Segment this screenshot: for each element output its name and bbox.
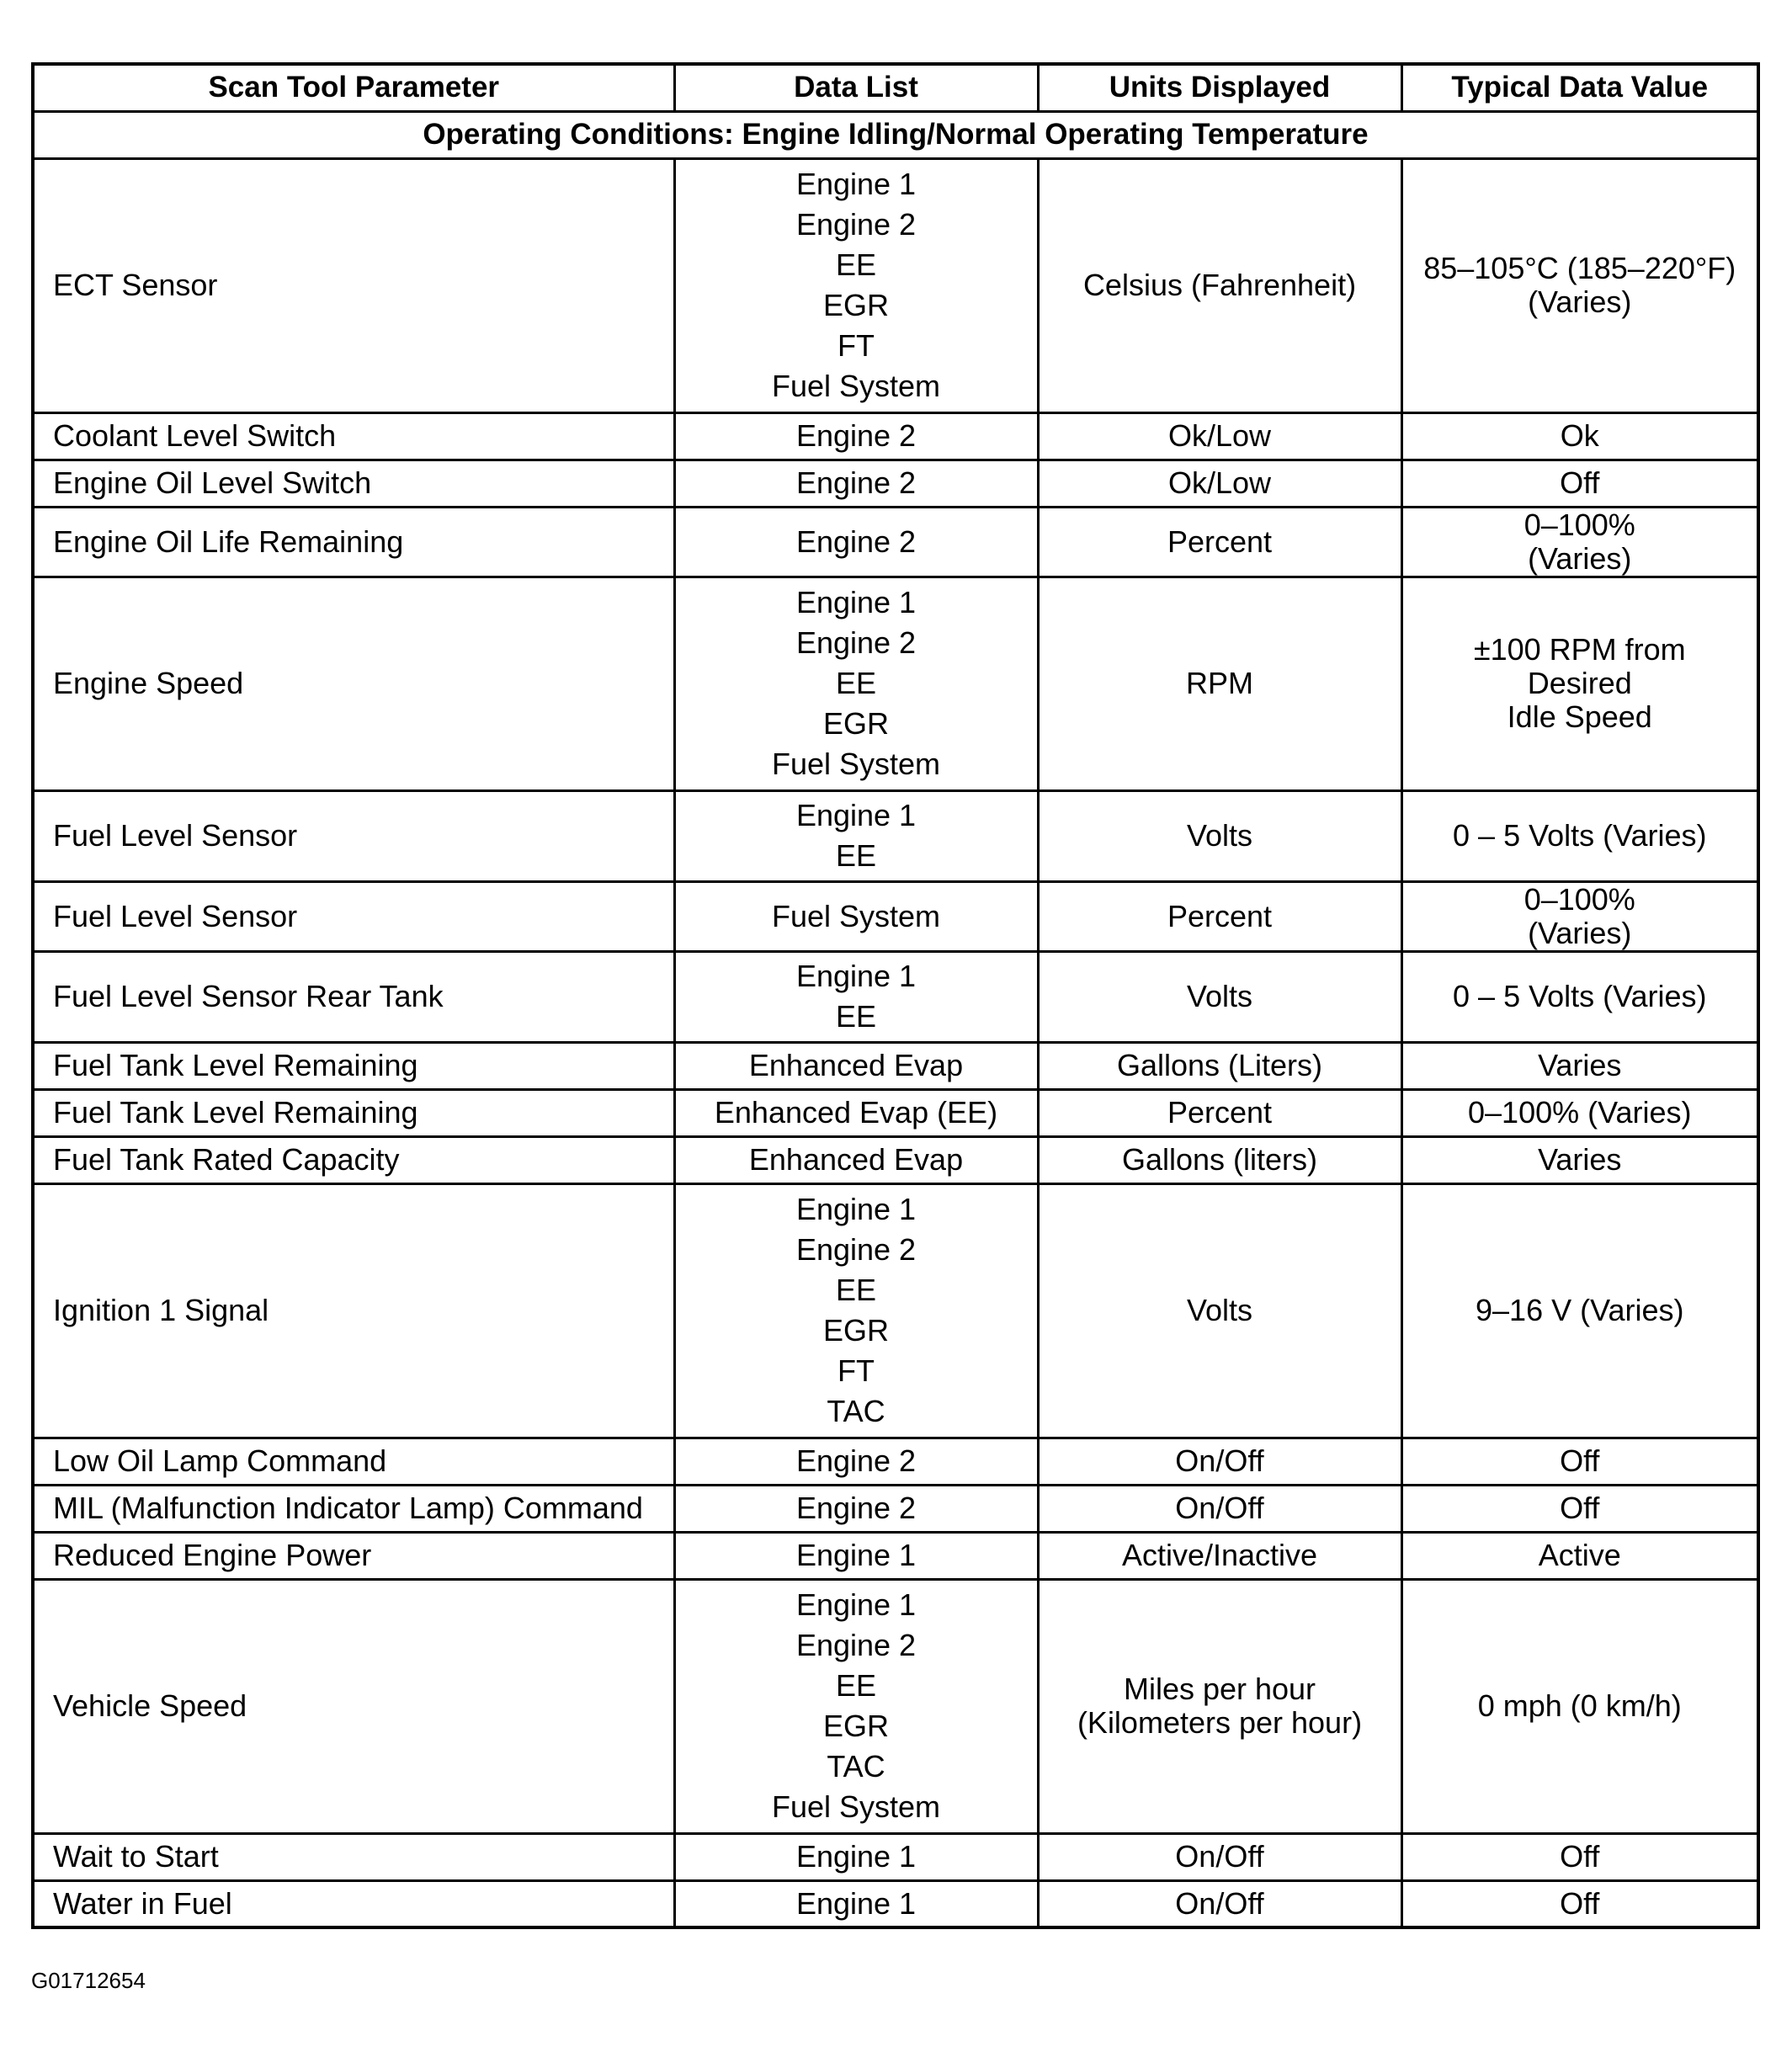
cell-data-list-line: Engine 2 bbox=[795, 524, 917, 559]
cell-parameter: MIL (Malfunction Indicator Lamp) Command bbox=[33, 1485, 674, 1532]
cell-typical-value-line: 0 – 5 Volts (Varies) bbox=[1453, 979, 1707, 1013]
table-row bbox=[33, 881, 1758, 951]
cell-data-list-line: EE bbox=[835, 666, 877, 700]
cell-units bbox=[1038, 790, 1401, 881]
cell-typical-value bbox=[1401, 1532, 1758, 1579]
cell-typical-value-line: 85–105°C (185–220°F) bbox=[1423, 251, 1736, 285]
cell-units-line: Volts bbox=[1186, 818, 1253, 853]
cell-parameter: Fuel Level Sensor bbox=[33, 881, 674, 951]
cell-data-list-line: EE bbox=[835, 1668, 877, 1703]
cell-data-list-line: Engine 2 bbox=[795, 1232, 917, 1267]
table-row bbox=[33, 507, 1758, 577]
cell-typical-value bbox=[1401, 158, 1758, 412]
cell-data-list bbox=[674, 1485, 1038, 1532]
cell-typical-value-line: Varies bbox=[1538, 1048, 1622, 1082]
cell-units-line: On/Off bbox=[1175, 1839, 1264, 1874]
cell-typical-value-line: 0–100% bbox=[1523, 881, 1635, 917]
cell-units bbox=[1038, 1833, 1401, 1880]
cell-units-line: Celsius (Fahrenheit) bbox=[1082, 268, 1357, 302]
table-row bbox=[33, 1579, 1758, 1833]
cell-typical-value-line: Off bbox=[1560, 1885, 1600, 1921]
cell-parameter: Wait to Start bbox=[33, 1833, 674, 1880]
cell-data-list bbox=[674, 1532, 1038, 1579]
cell-data-list-line: Engine 2 bbox=[795, 1443, 917, 1478]
header-units-displayed: Units Displayed bbox=[1038, 64, 1401, 111]
cell-data-list bbox=[674, 158, 1038, 412]
cell-data-list-line: Engine 1 bbox=[795, 585, 917, 619]
cell-typical-value-line: Off bbox=[1560, 1491, 1600, 1525]
cell-data-list-line: TAC bbox=[827, 1394, 885, 1428]
cell-typical-value-line: 0 – 5 Volts (Varies) bbox=[1453, 818, 1707, 853]
cell-typical-value-line: 0 mph (0 km/h) bbox=[1477, 1688, 1682, 1723]
cell-data-list bbox=[674, 1438, 1038, 1485]
cell-typical-value bbox=[1401, 1579, 1758, 1833]
cell-data-list-line: Engine 2 bbox=[795, 1628, 917, 1662]
table-row bbox=[33, 790, 1758, 881]
cell-data-list-line: Engine 2 bbox=[795, 418, 917, 453]
cell-units bbox=[1038, 1183, 1401, 1438]
cell-units-line: Percent bbox=[1167, 1095, 1273, 1130]
cell-parameter: Fuel Tank Level Remaining bbox=[33, 1042, 674, 1089]
cell-units bbox=[1038, 158, 1401, 412]
table-row bbox=[33, 1136, 1758, 1183]
cell-typical-value bbox=[1401, 881, 1758, 951]
cell-data-list-line: EE bbox=[835, 247, 877, 282]
cell-units bbox=[1038, 577, 1401, 790]
cell-units-line: Gallons (liters) bbox=[1121, 1142, 1318, 1177]
cell-units bbox=[1038, 1089, 1401, 1136]
cell-typical-value-line: (Varies) bbox=[1528, 284, 1632, 319]
cell-data-list-line: Engine 2 bbox=[795, 207, 917, 242]
cell-units-line: Ok/Low bbox=[1167, 465, 1272, 500]
cell-parameter: Water in Fuel bbox=[33, 1880, 674, 1927]
cell-typical-value-line: ±100 RPM from Desired bbox=[1473, 632, 1686, 700]
section-title: Operating Conditions: Engine Idling/Normal Operating Temperature bbox=[33, 111, 1758, 158]
cell-units-line: Percent bbox=[1167, 898, 1273, 933]
cell-data-list bbox=[674, 881, 1038, 951]
cell-typical-value bbox=[1401, 412, 1758, 460]
cell-data-list-line: FT bbox=[838, 1353, 875, 1388]
cell-units bbox=[1038, 951, 1401, 1042]
cell-typical-value bbox=[1401, 1485, 1758, 1532]
cell-parameter: Fuel Level Sensor Rear Tank bbox=[33, 951, 674, 1042]
cell-typical-value bbox=[1401, 1136, 1758, 1183]
cell-parameter: Low Oil Lamp Command bbox=[33, 1438, 674, 1485]
cell-data-list-line: Enhanced Evap (EE) bbox=[714, 1095, 998, 1130]
cell-data-list-line: Enhanced Evap bbox=[748, 1142, 964, 1177]
cell-data-list-line: Fuel System bbox=[771, 1789, 941, 1824]
header-scan-tool-parameter: Scan Tool Parameter bbox=[33, 64, 674, 111]
cell-units-line: Ok/Low bbox=[1167, 418, 1272, 453]
table-row bbox=[33, 1183, 1758, 1438]
cell-data-list-line: Engine 1 bbox=[795, 959, 917, 993]
table-row bbox=[33, 1438, 1758, 1485]
cell-typical-value-line: 0–100% bbox=[1523, 507, 1635, 542]
cell-data-list bbox=[674, 1089, 1038, 1136]
table-row bbox=[33, 1532, 1758, 1579]
cell-data-list-line: EE bbox=[835, 1273, 877, 1307]
cell-data-list-line: FT bbox=[838, 328, 875, 363]
cell-units bbox=[1038, 1136, 1401, 1183]
cell-data-list bbox=[674, 1183, 1038, 1438]
cell-typical-value bbox=[1401, 1833, 1758, 1880]
cell-typical-value bbox=[1401, 1183, 1758, 1438]
cell-parameter: ECT Sensor bbox=[33, 158, 674, 412]
cell-data-list-line: Engine 1 bbox=[795, 1538, 917, 1572]
table-row bbox=[33, 1089, 1758, 1136]
cell-typical-value bbox=[1401, 951, 1758, 1042]
cell-units-line: On/Off bbox=[1175, 1885, 1264, 1921]
table-header-row bbox=[33, 64, 1758, 111]
table-row bbox=[33, 1833, 1758, 1880]
cell-data-list bbox=[674, 790, 1038, 881]
cell-data-list bbox=[674, 507, 1038, 577]
table-row bbox=[33, 1880, 1758, 1927]
table-row bbox=[33, 1042, 1758, 1089]
figure-id: G01712654 bbox=[31, 1968, 146, 1993]
cell-typical-value bbox=[1401, 1880, 1758, 1927]
cell-parameter: Fuel Tank Level Remaining bbox=[33, 1089, 674, 1136]
table-row bbox=[33, 1485, 1758, 1532]
cell-units bbox=[1038, 507, 1401, 577]
cell-data-list-line: EGR bbox=[822, 706, 889, 741]
header-typical-data-value: Typical Data Value bbox=[1401, 64, 1758, 111]
cell-data-list bbox=[674, 1579, 1038, 1833]
table-row bbox=[33, 412, 1758, 460]
cell-data-list-line: Engine 1 bbox=[795, 798, 917, 832]
cell-units bbox=[1038, 1880, 1401, 1927]
cell-typical-value bbox=[1401, 507, 1758, 577]
cell-data-list-line: Engine 1 bbox=[795, 1839, 917, 1874]
cell-data-list-line: Enhanced Evap bbox=[748, 1048, 964, 1082]
cell-typical-value-line: Off bbox=[1560, 1839, 1600, 1874]
cell-data-list bbox=[674, 1136, 1038, 1183]
cell-typical-value bbox=[1401, 577, 1758, 790]
section-row bbox=[33, 111, 1758, 158]
cell-typical-value-line: Off bbox=[1560, 1443, 1600, 1478]
cell-data-list-line: EGR bbox=[822, 1709, 889, 1743]
cell-data-list-line: Fuel System bbox=[771, 747, 941, 781]
cell-typical-value-line: Varies bbox=[1538, 1142, 1622, 1177]
cell-data-list-line: Engine 2 bbox=[795, 1491, 917, 1525]
cell-data-list-line: EGR bbox=[822, 288, 889, 322]
cell-data-list-line: Engine 1 bbox=[795, 1192, 917, 1226]
cell-data-list bbox=[674, 1880, 1038, 1927]
cell-units-line: RPM bbox=[1186, 666, 1253, 700]
table-row bbox=[33, 158, 1758, 412]
cell-parameter: Engine Oil Life Remaining bbox=[33, 507, 674, 577]
cell-units bbox=[1038, 1485, 1401, 1532]
table-row bbox=[33, 577, 1758, 790]
cell-data-list-line: Engine 1 bbox=[795, 1885, 917, 1921]
cell-typical-value-line: Active bbox=[1538, 1538, 1621, 1572]
cell-parameter: Reduced Engine Power bbox=[33, 1532, 674, 1579]
cell-parameter: Ignition 1 Signal bbox=[33, 1183, 674, 1438]
table-row bbox=[33, 951, 1758, 1042]
cell-typical-value-line: 9–16 V (Varies) bbox=[1476, 1293, 1684, 1327]
cell-parameter: Fuel Tank Rated Capacity bbox=[33, 1136, 674, 1183]
cell-data-list-line: EE bbox=[835, 999, 877, 1034]
cell-typical-value bbox=[1401, 1089, 1758, 1136]
cell-data-list-line: Fuel System bbox=[771, 898, 941, 933]
cell-units bbox=[1038, 460, 1401, 507]
cell-units bbox=[1038, 1042, 1401, 1089]
cell-parameter: Fuel Level Sensor bbox=[33, 790, 674, 881]
cell-units-line: On/Off bbox=[1175, 1491, 1264, 1525]
cell-units-line: Volts bbox=[1186, 1293, 1253, 1327]
cell-typical-value-line: Idle Speed bbox=[1507, 699, 1652, 734]
cell-data-list bbox=[674, 412, 1038, 460]
scan-tool-data-sheet bbox=[31, 62, 1757, 1929]
table-row bbox=[33, 460, 1758, 507]
cell-parameter: Engine Speed bbox=[33, 577, 674, 790]
cell-data-list-line: Engine 1 bbox=[795, 167, 917, 201]
cell-typical-value-line: Off bbox=[1560, 465, 1600, 500]
cell-typical-value bbox=[1401, 1438, 1758, 1485]
header-data-list: Data List bbox=[674, 64, 1038, 111]
cell-typical-value bbox=[1401, 790, 1758, 881]
cell-data-list-line: Engine 2 bbox=[795, 465, 917, 500]
cell-data-list-line: EE bbox=[835, 838, 877, 873]
cell-parameter: Engine Oil Level Switch bbox=[33, 460, 674, 507]
cell-parameter: Coolant Level Switch bbox=[33, 412, 674, 460]
cell-units-line: Volts bbox=[1186, 979, 1253, 1013]
cell-units bbox=[1038, 1532, 1401, 1579]
cell-units-line: Active/Inactive bbox=[1121, 1538, 1318, 1572]
cell-typical-value bbox=[1401, 1042, 1758, 1089]
cell-units-line: Miles per hour bbox=[1123, 1672, 1316, 1706]
cell-units bbox=[1038, 881, 1401, 951]
cell-data-list-line: Engine 2 bbox=[795, 625, 917, 660]
cell-units-line: On/Off bbox=[1175, 1443, 1264, 1478]
cell-data-list bbox=[674, 1833, 1038, 1880]
cell-units bbox=[1038, 412, 1401, 460]
cell-data-list bbox=[674, 577, 1038, 790]
cell-typical-value-line: 0–100% (Varies) bbox=[1468, 1095, 1692, 1130]
cell-data-list bbox=[674, 951, 1038, 1042]
cell-typical-value-line: Ok bbox=[1560, 418, 1599, 453]
cell-units-line: Gallons (Liters) bbox=[1116, 1048, 1323, 1082]
cell-data-list-line: TAC bbox=[827, 1749, 885, 1784]
cell-units-line: (Kilometers per hour) bbox=[1077, 1705, 1363, 1740]
cell-data-list-line: Fuel System bbox=[771, 369, 941, 403]
scan-tool-data-table bbox=[31, 62, 1760, 1929]
cell-data-list bbox=[674, 460, 1038, 507]
cell-units-line: Percent bbox=[1167, 524, 1273, 559]
cell-units bbox=[1038, 1438, 1401, 1485]
cell-units bbox=[1038, 1579, 1401, 1833]
cell-typical-value bbox=[1401, 460, 1758, 507]
cell-data-list-line: EGR bbox=[822, 1313, 889, 1348]
cell-data-list-line: Engine 1 bbox=[795, 1587, 917, 1622]
cell-data-list bbox=[674, 1042, 1038, 1089]
table-body bbox=[33, 158, 1758, 1927]
cell-typical-value-line: (Varies) bbox=[1528, 540, 1632, 576]
cell-typical-value-line: (Varies) bbox=[1528, 915, 1632, 950]
cell-parameter: Vehicle Speed bbox=[33, 1579, 674, 1833]
